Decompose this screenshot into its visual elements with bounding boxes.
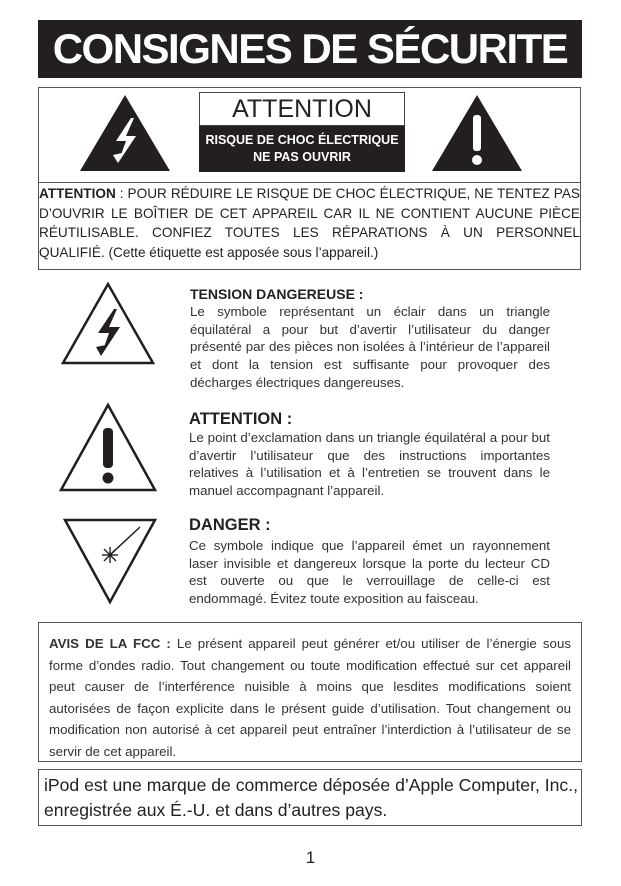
symbol-description: Le symbole représentant un éclair dans un triangle équilatéral a pour but d’avertir l’utilisateur du danger présenté par des pièces non isolées à l’intérieur de l’appareil et dont la tension est suffisante pour provoquer des décharges électriques dangereuses. xyxy=(190,304,550,390)
risk-label xyxy=(199,126,405,172)
warning-heading: ATTENTION xyxy=(199,92,405,126)
caution-notice xyxy=(39,182,580,262)
symbol-description: Le point d’exclamation dans un triangle équilatéral a pour but d’avertir l’utilisateur que des instructions importantes relatives à l’utilisation et à l’entretien se trouvent dans le manuel accompagnant l’appareil. xyxy=(189,430,550,499)
caution-lead: ATTENTION xyxy=(39,186,116,201)
exclamation-triangle-icon xyxy=(430,93,524,173)
fcc-lead: AVIS DE LA FCC : xyxy=(49,636,171,651)
lightning-triangle-icon xyxy=(78,93,172,173)
symbol-title: DANGER : xyxy=(189,516,271,534)
caution-text: : POUR RÉDUIRE LE RISQUE DE CHOC ÉLECTRIQUE, NE TENTEZ PAS D’OUVRIR LE BOÎTIER DE CET APPAREIL CAR IL NE CONTIENT AUCUNE PIÈCE RÉUTILISABLE. CONFIEZ TOUTES LES RÉPARATIONS À UN PERSONNEL QUALIFIÉ. (Cette étiquette est apposée sous l’appareil.) xyxy=(39,186,580,260)
risk-line-2: NE PAS OUVRIR xyxy=(253,150,351,164)
page-number: 1 xyxy=(305,848,316,867)
trademark-notice: iPod est une marque de commerce déposée d’Apple Computer, Inc., enregistrée aux É.-U. et dans d’autres pays. xyxy=(38,769,582,826)
fcc-text: Le présent appareil peut générer et/ou utiliser de l’énergie sous forme d’ondes radio. Tout changement ou toute modification effectué sur cet appareil peut causer de l’interférence nuisible à moins que lesdites modifications soient autorisées de façon explicite dans le présent guide d’utilisation. Tout changement ou modification non autorisé à cet appareil peut entraîner l’interdiction à l’utilisateur de se servir de cet appareil. xyxy=(49,636,571,759)
laser-triangle-icon xyxy=(62,517,158,605)
symbol-description: Ce symbole indique que l’appareil émet un rayonnement laser invisible et dangereux lorsque la porte du lecteur CD est ouverte ou que le verrouillage de celle-ci est endommagé. Évitez toute exposition au faisceau. xyxy=(189,538,550,607)
exclamation-triangle-icon xyxy=(58,402,158,494)
page-title: CONSIGNES DE SÉCURITE xyxy=(38,20,582,78)
fcc-notice xyxy=(38,622,582,762)
lightning-triangle-icon xyxy=(60,281,156,367)
symbol-title: TENSION DANGEREUSE : xyxy=(190,286,364,302)
symbol-title: ATTENTION : xyxy=(189,410,293,428)
risk-line-1: RISQUE DE CHOC ÉLECTRIQUE xyxy=(205,133,399,147)
